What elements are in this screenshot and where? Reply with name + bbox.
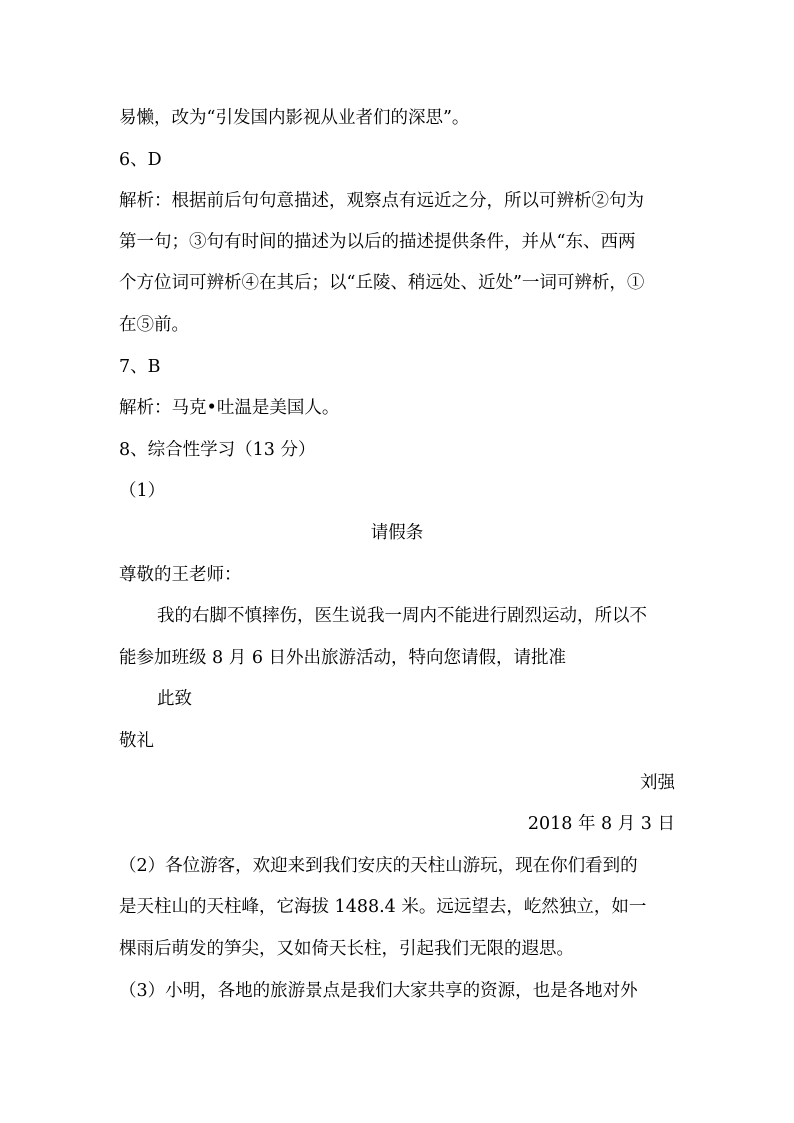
note-closing: 此致 (157, 689, 192, 709)
note-date: 2018 年 8 月 3 日 (527, 814, 675, 834)
note-closing-regards: 敬礼 (119, 731, 154, 751)
text-line: 个方位词可辨析④在其后；以“丘陵、稍远处、近处”一词可辨析，① (119, 273, 645, 293)
text-line: 是天柱山的天柱峰，它海拔 1488.4 米。远远望去，屹然独立，如一 (119, 897, 647, 917)
answer-number: 6、D (119, 150, 162, 170)
sub-item-label: （1） (119, 481, 166, 501)
text-line: 在⑤前。 (119, 315, 189, 335)
note-salutation: 尊敬的王老师： (119, 565, 242, 585)
text-line: 棵雨后萌发的笋尖，又如倚天长柱，引起我们无限的遐思。 (119, 939, 574, 959)
answer-number: 7、B (119, 357, 161, 377)
text-line: （3）小明，各地的旅游景点是我们大家共享的资源，也是各地对外 (119, 981, 638, 1001)
text-line: 解析：根据前后句句意描述，观察点有远近之分，所以可辨析②句为 (119, 191, 644, 211)
note-title: 请假条 (370, 523, 424, 543)
text-line: 第一句；③句有时间的描述为以后的描述提供条件，并从“东、西两 (119, 232, 636, 252)
text-line: 解析：马克•吐温是美国人。 (119, 398, 340, 418)
note-signature: 刘强 (640, 773, 675, 793)
text-line: （2）各位游客，欢迎来到我们安庆的天柱山游玩，现在你们看到的 (119, 856, 638, 876)
text-line: 易懒，改为“引发国内影视从业者们的深思”。 (119, 108, 470, 128)
section-heading: 8、综合性学习（13 分） (119, 440, 316, 460)
note-body-line: 能参加班级 8 月 6 日外出旅游活动，特向您请假，请批准 (119, 648, 567, 668)
note-body-line: 我的右脚不慎摔伤，医生说我一周内不能进行剧烈运动，所以不 (157, 606, 647, 626)
